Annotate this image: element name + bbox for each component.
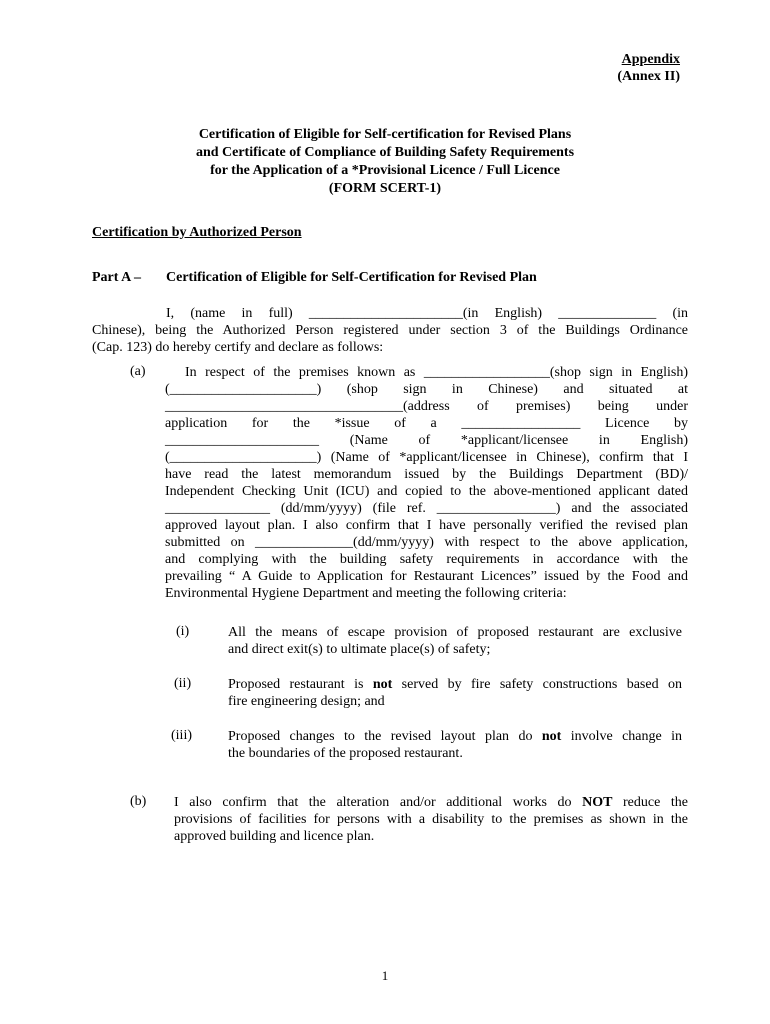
title-line: (FORM SCERT-1) (328, 181, 442, 196)
item-a-line: ______________________ (Name of *applicant/licensee in English) (165, 433, 688, 448)
criterion-label: (i) (176, 624, 190, 639)
criterion-emphasis: not (541, 729, 562, 744)
appendix-label: Appendix (621, 52, 680, 67)
item-a-line: (_____________________) (Name of *applicant/licensee in Chinese), confirm that I (165, 450, 688, 465)
criterion-text (228, 676, 682, 710)
title-line: and Certificate of Compliance of Building Safety Requirements (195, 145, 575, 160)
criterion-text (228, 624, 682, 658)
criterion-label: (ii) (174, 676, 192, 691)
item-a-line: _______________ (dd/mm/yyyy) (file ref. _________________) and the associated (165, 501, 688, 516)
item-a-paragraph (165, 364, 688, 602)
item-b-line: provisions of facilities for persons with a disability to the premises as shown in the (174, 812, 688, 827)
page-number: 1 (381, 968, 389, 983)
item-a-line: Independent Checking Unit (ICU) and copied to the above-mentioned applicant dated (165, 484, 688, 499)
item-b-line (174, 794, 688, 811)
item-b-text-segment: I also confirm that the alteration and/or additional works do (174, 795, 583, 810)
criterion-line: fire engineering design; and (228, 694, 385, 709)
item-a-line: __________________________________(address of premises) being under (165, 399, 688, 414)
section-heading: Certification by Authorized Person (92, 225, 302, 240)
form-title (92, 126, 678, 198)
title-line: Certification of Eligible for Self-certification for Revised Plans (198, 127, 572, 142)
intro-line: Chinese), being the Authorized Person registered under section 3 of the Buildings Ordinance (92, 323, 688, 338)
item-a-line: (_____________________) (shop sign in Chinese) and situated at (165, 382, 688, 397)
criterion-text-segment: involve change in (561, 729, 682, 744)
item-b-emphasis: NOT (582, 795, 613, 810)
criterion-line: All the means of escape provision of proposed restaurant are exclusive (228, 625, 682, 640)
item-b-text-segment: reduce the (612, 795, 688, 810)
annex-label: (Annex II) (617, 69, 680, 84)
intro-line: I, (name in full) ______________________(in English) ______________ (in (166, 306, 688, 321)
item-a-line: submitted on ______________(dd/mm/yyyy) with respect to the above application, (165, 535, 688, 550)
item-a-line: prevailing “ A Guide to Application for Restaurant Licences” issued by the Food and (165, 569, 688, 584)
criterion-text-segment: Proposed restaurant is (228, 677, 373, 692)
criterion-label: (iii) (171, 728, 192, 743)
item-b-paragraph (174, 794, 688, 845)
item-a-label: (a) (130, 364, 146, 379)
criterion-line: the boundaries of the proposed restaurant. (228, 746, 463, 761)
part-a-heading: Certification of Eligible for Self-Certification for Revised Plan (166, 270, 537, 285)
criterion-text-segment: Proposed changes to the revised layout plan do (228, 729, 542, 744)
criterion-line: and direct exit(s) to ultimate place(s) of safety; (228, 642, 491, 657)
item-a-line: have read the latest memorandum issued by the Buildings Department (BD)/ (165, 467, 688, 482)
criterion-line (228, 676, 682, 693)
intro-line: (Cap. 123) do hereby certify and declare as follows: (92, 340, 384, 355)
item-a-line: and complying with the building safety requirements in accordance with the (165, 552, 688, 567)
item-a-line: approved layout plan. I also confirm that I have personally verified the revised plan (165, 518, 688, 533)
item-b-label: (b) (130, 794, 147, 809)
item-a-line: In respect of the premises known as __________________(shop sign in English) (185, 365, 688, 380)
title-line: for the Application of a *Provisional Licence / Full Licence (210, 163, 560, 178)
criterion-text-segment: served by fire safety constructions based on (392, 677, 682, 692)
criterion-text (228, 728, 682, 762)
item-a-line: Environmental Hygiene Department and meeting the following criteria: (165, 586, 567, 601)
criterion-emphasis: not (372, 677, 393, 692)
part-a-label: Part A – (92, 270, 141, 285)
criterion-line (228, 728, 682, 745)
item-b-line: approved building and licence plan. (174, 829, 375, 844)
item-a-line: application for the *issue of a _________________ Licence by (165, 416, 688, 431)
intro-paragraph (92, 305, 688, 356)
